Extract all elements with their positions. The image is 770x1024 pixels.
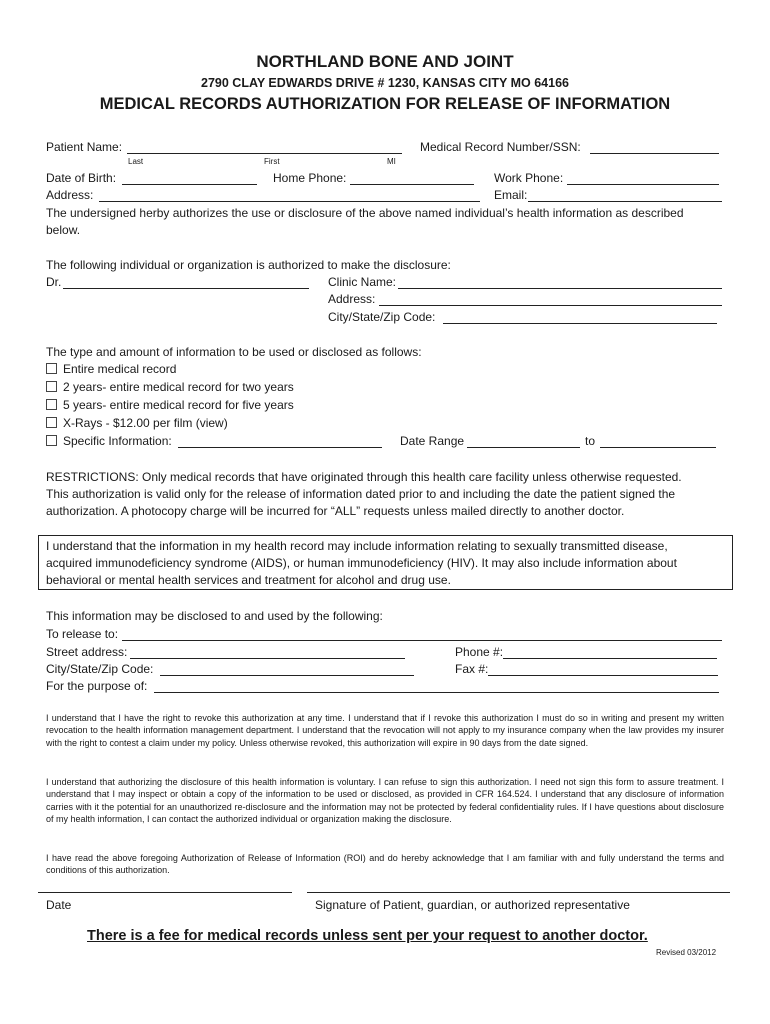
authorize-text-line1: The undersigned herby authorizes the use or disclosure of the above named individual’s health information as described <box>46 206 684 220</box>
fee-notice: There is a fee for medical records unless sent per your request to another doctor. <box>87 928 648 944</box>
restrictions-line1: RESTRICTIONS: Only medical records that have originated through this health care facility unless otherwise requested. <box>46 470 682 484</box>
dr-label: Dr. <box>46 275 62 289</box>
option-specific-info[interactable] <box>46 434 172 448</box>
option-entire-record[interactable] <box>46 362 176 376</box>
org-name: NORTHLAND BONE AND JOINT <box>256 52 514 71</box>
checkbox-xrays[interactable] <box>46 417 57 428</box>
dob-field[interactable] <box>122 184 257 185</box>
mrn-label: Medical Record Number/SSN: <box>420 140 581 154</box>
date-range-to-label: to <box>585 434 596 448</box>
checkbox-two-years[interactable] <box>46 381 57 392</box>
option-xrays[interactable] <box>46 416 228 430</box>
acknowledgement-paragraph: I have read the above foregoing Authorization of Release of Information (ROI) and do hereby acknowledge that I am familiar with and fully understand the terms and conditions of this authorization. <box>46 853 724 876</box>
phone-label: Phone #: <box>455 645 504 659</box>
address-label: Address: <box>46 188 94 202</box>
dob-label: Date of Birth: <box>46 171 117 185</box>
last-sublabel: Last <box>128 157 144 166</box>
notice-line1: I understand that the information in my health record may include information relating to sexually transmitted disease, <box>46 539 668 553</box>
release-to-field[interactable] <box>122 640 722 641</box>
work-phone-field[interactable] <box>567 184 719 185</box>
option-five-years-label: 5 years- entire medical record for five years <box>63 398 294 412</box>
info-type-intro: The type and amount of information to be used or disclosed as follows: <box>46 345 422 359</box>
checkbox-specific-info[interactable] <box>46 435 57 446</box>
clinic-csz-field[interactable] <box>443 323 717 324</box>
restrictions-line2: This authorization is valid only for the release of information dated prior to and including the date the patient signed the <box>46 487 676 501</box>
patient-name-field[interactable] <box>127 153 402 154</box>
authorize-text-line2: below. <box>46 223 81 237</box>
street-address-label: Street address: <box>46 645 128 659</box>
work-phone-label: Work Phone: <box>494 171 564 185</box>
notice-line3: behavioral or mental health services and treatment for alcohol and drug use. <box>46 573 451 587</box>
street-address-field[interactable] <box>130 658 405 659</box>
date-range-start-field[interactable] <box>467 447 580 448</box>
notice-line2: acquired immunodeficiency syndrome (AIDS), or human immunodeficiency (HIV). It may also include information about <box>46 556 677 570</box>
dr-field[interactable] <box>63 288 309 289</box>
recipient-csz-label: City/State/Zip Code: <box>46 662 154 676</box>
purpose-field[interactable] <box>154 692 719 693</box>
recipient-csz-field[interactable] <box>160 675 414 676</box>
fax-label: Fax #: <box>455 662 489 676</box>
phone-field[interactable] <box>503 658 717 659</box>
email-label: Email: <box>494 188 528 202</box>
mi-sublabel: MI <box>387 157 396 166</box>
email-field[interactable] <box>528 201 722 202</box>
purpose-label: For the purpose of: <box>46 679 148 693</box>
home-phone-field[interactable] <box>350 184 474 185</box>
clinic-csz-label: City/State/Zip Code: <box>328 310 436 324</box>
date-signature-line[interactable] <box>38 892 292 893</box>
date-range-label: Date Range <box>400 434 465 448</box>
option-two-years-label: 2 years- entire medical record for two years <box>63 380 294 394</box>
discloser-intro: The following individual or organization is authorized to make the disclosure: <box>46 258 451 272</box>
address-field[interactable] <box>99 201 480 202</box>
restrictions-line3: authorization. A photocopy charge will be incurred for “ALL” requests unless mailed directly to another doctor. <box>46 504 625 518</box>
org-address: 2790 CLAY EDWARDS DRIVE # 1230, KANSAS CITY MO 64166 <box>201 76 569 90</box>
voluntary-paragraph: I understand that authorizing the disclosure of this health information is voluntary. I can refuse to sign this authorization. I need not sign this form to assure treatment. I understand that I may inspect or obtain a copy of the information to be used or disclosed, as provided in CFR 164.524. I understand that any disclosure of information carries with it the potential for an unauthorized re-disclosure and the information may not be protected by federal confidentiality rules. If I have questions about disclosure of my health information, I can contact the authorized individual or organization making the disclosure. <box>46 777 724 824</box>
date-label: Date <box>46 898 72 912</box>
date-range-end-field[interactable] <box>600 447 716 448</box>
clinic-address-field[interactable] <box>379 305 722 306</box>
patient-signature-line[interactable] <box>307 892 730 893</box>
clinic-address-label: Address: <box>328 292 376 306</box>
first-sublabel: First <box>264 157 280 166</box>
clinic-name-field[interactable] <box>398 288 722 289</box>
release-to-label: To release to: <box>46 627 119 641</box>
signature-label: Signature of Patient, guardian, or authorized representative <box>315 898 630 912</box>
option-two-years[interactable] <box>46 380 294 394</box>
revocation-paragraph: I understand that I have the right to revoke this authorization at any time. I understand that if I revoke this authorization I must do so in writing and present my written revocation to the health information management department. I understand that the revocation will not apply to my insurance company when the law provides my insurer with the right to contest a claim under my policy. Unless otherwise revoked, this authorization will expire in 90 days from the date signed. <box>46 713 724 748</box>
option-entire-record-label: Entire medical record <box>63 362 177 376</box>
home-phone-label: Home Phone: <box>273 171 347 185</box>
option-xrays-label: X-Rays - $12.00 per film (view) <box>63 416 228 430</box>
clinic-name-label: Clinic Name: <box>328 275 397 289</box>
recipient-intro: This information may be disclosed to and used by the following: <box>46 609 383 623</box>
option-five-years[interactable] <box>46 398 294 412</box>
patient-name-label: Patient Name: <box>46 140 123 154</box>
fax-field[interactable] <box>488 675 718 676</box>
form-title: MEDICAL RECORDS AUTHORIZATION FOR RELEASE OF INFORMATION <box>99 95 671 113</box>
revision-date: Revised 03/2012 <box>656 948 717 957</box>
mrn-field[interactable] <box>590 153 719 154</box>
checkbox-five-years[interactable] <box>46 399 57 410</box>
specific-info-field[interactable] <box>178 447 382 448</box>
option-specific-info-label: Specific Information: <box>63 434 172 448</box>
checkbox-entire-record[interactable] <box>46 363 57 374</box>
